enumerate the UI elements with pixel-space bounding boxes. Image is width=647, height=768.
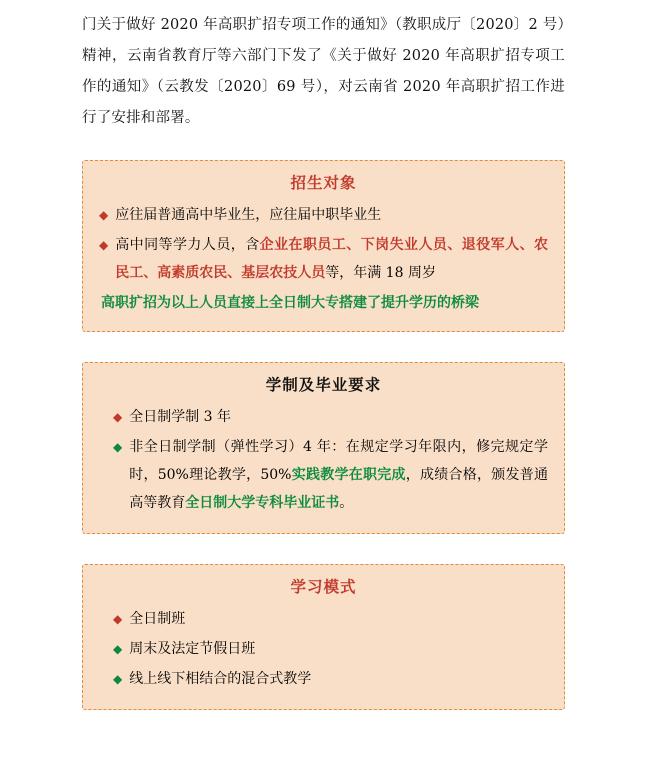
emphasis-text: 全日制大学专科毕业证书 bbox=[185, 495, 340, 511]
diamond-bullet-icon: ◆ bbox=[113, 410, 123, 424]
emphasis-text: 企业在职员工、下岗失业人员、退役军人、农民工、高素质农民、基层农技人员 bbox=[115, 237, 549, 281]
diamond-bullet-icon: ◆ bbox=[113, 440, 123, 454]
list-item-text: 线上线下相结合的混合式教学 bbox=[129, 671, 312, 687]
list-item bbox=[99, 605, 548, 633]
list-item-text: 周末及法定节假日班 bbox=[129, 641, 256, 657]
info-card-admission-targets bbox=[82, 160, 565, 332]
list-item-text: 应往届普通高中毕业生，应往届中职毕业生 bbox=[115, 207, 382, 223]
card-title: 招生对象 bbox=[290, 174, 357, 192]
intro-paragraph: 门关于做好 2020 年高职扩招专项工作的通知》（教职成厅〔2020〕2 号）精神，云南省教育厅等六部门下发了《关于做好 2020 年高职扩招专项工作的通知》（云教发〔2020〕69 号），对云南省 2020 年高职扩招工作进行了安排和部署。 bbox=[82, 17, 565, 126]
list-item-text: 全日制学制 3 年 bbox=[129, 409, 232, 425]
list-item bbox=[99, 403, 548, 431]
diamond-bullet-icon: ◆ bbox=[113, 642, 123, 656]
diamond-bullet-icon: ◆ bbox=[99, 238, 109, 252]
card-title: 学习模式 bbox=[290, 578, 357, 596]
list-item bbox=[99, 665, 548, 693]
diamond-bullet-icon: ◆ bbox=[113, 612, 123, 626]
list-item bbox=[99, 635, 548, 663]
list-item-text: 全日制班 bbox=[129, 611, 186, 627]
diamond-bullet-icon: ◆ bbox=[99, 208, 109, 222]
diamond-bullet-icon: ◆ bbox=[113, 672, 123, 686]
emphasis-text: 实践教学在职完成 bbox=[291, 467, 406, 483]
list-item bbox=[99, 231, 548, 287]
intro-paragraph-block bbox=[82, 10, 565, 134]
info-card-study-modes bbox=[82, 564, 565, 710]
card-title: 学制及毕业要求 bbox=[265, 376, 382, 394]
list-item bbox=[99, 201, 548, 229]
list-item-text: 非全日制学制（弹性学习）4 年：在规定学习年限内，修完规定学时，50%理论教学，50%实践教学在职完成，成绩合格，颁发普通高等教育全日制大学专科毕业证书。 bbox=[129, 439, 549, 511]
list-item bbox=[99, 433, 548, 517]
info-card-study-system bbox=[82, 362, 565, 534]
list-item-text: 高中同等学力人员，含企业在职员工、下岗失业人员、退役军人、农民工、高素质农民、基层农技人员等，年满 18 周岁 bbox=[115, 237, 549, 281]
highlight-note: 高职扩招为以上人员直接上全日制大专搭建了提升学历的桥梁 bbox=[101, 295, 479, 311]
